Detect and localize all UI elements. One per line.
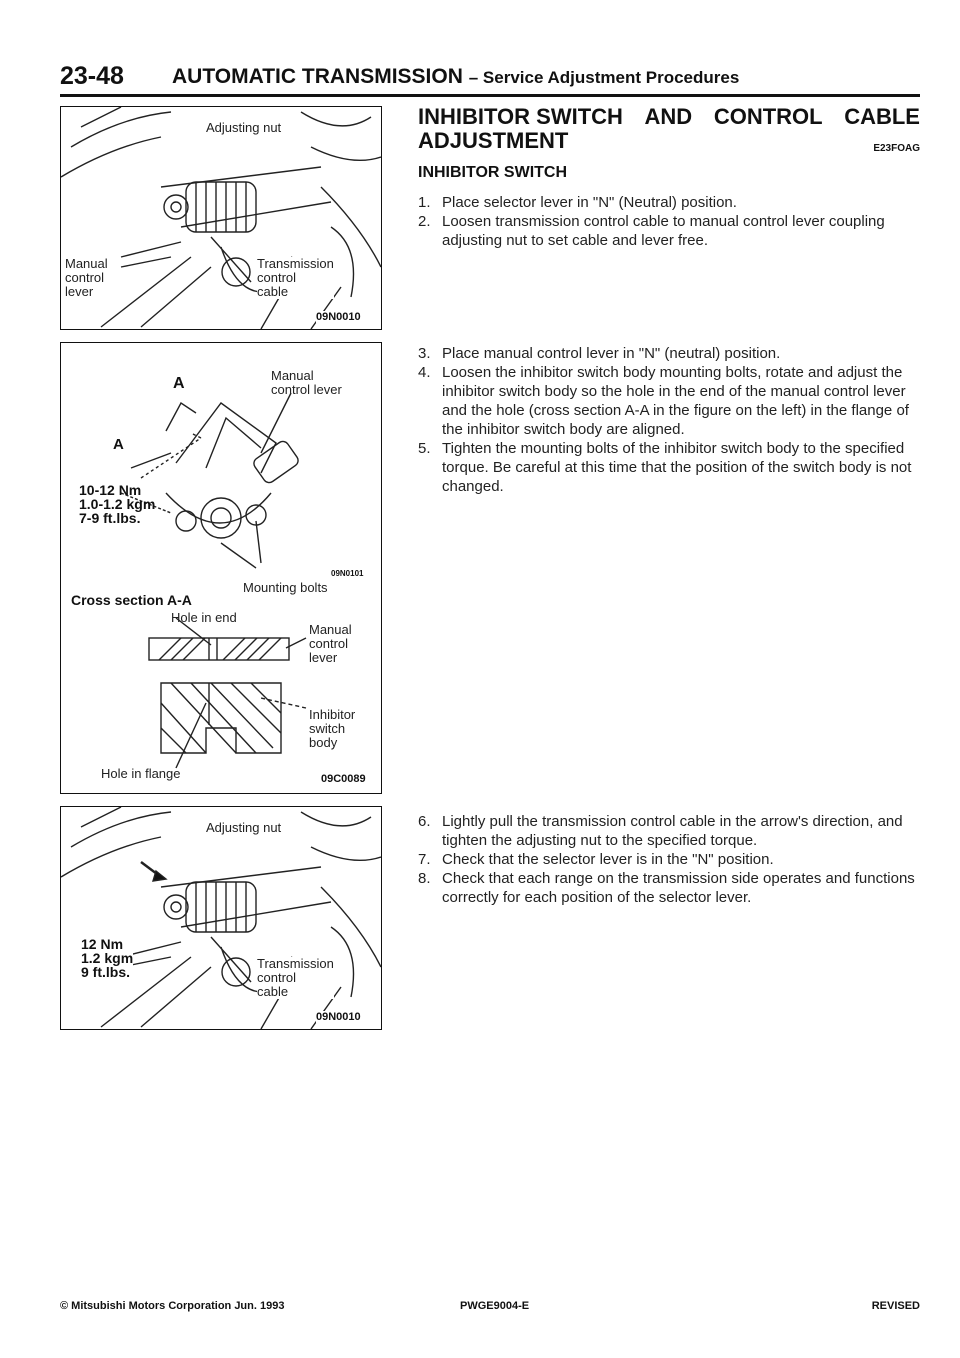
section-title: AUTOMATIC TRANSMISSION – Service Adjustment Procedures	[172, 65, 740, 88]
list-item: 4. Loosen the inhibitor switch body mounting bolts, rotate and adjust the inhibitor switch body so the hole in the end of the manual control lever and the hole (cross section A-A in the figure on the left) in the flange of the inhibitor switch body are aligned.	[418, 364, 909, 438]
figure-code-lower: 09C0089	[321, 773, 366, 785]
label-cross-section: Cross section A-A	[71, 592, 192, 608]
label-adjusting-nut: Adjusting nut	[206, 120, 282, 135]
list-item: 6. Lightly pull the transmission control cable in the arrow's direction, and tighten the adjusting nut to the specified torque.	[418, 813, 903, 849]
steps-group-1	[418, 193, 920, 250]
section-name: AUTOMATIC TRANSMISSION	[172, 65, 463, 88]
label-a-top: A	[173, 375, 185, 392]
heading-part-3: CONTROL	[713, 104, 823, 129]
label-manual-control-lever-section: Manual control lever	[309, 622, 352, 665]
label-transmission-cable: Transmission control cable	[257, 256, 334, 299]
label-hole-in-flange: Hole in flange	[101, 766, 181, 781]
label-adjusting-nut: Adjusting nut	[206, 820, 282, 835]
heading-part-4: CABLE	[844, 104, 920, 129]
footer-copyright: © Mitsubishi Motors Corporation Jun. 1993	[60, 1300, 285, 1312]
figure-code: 09N0010	[316, 311, 361, 323]
footer-doc-code: PWGE9004-E	[460, 1300, 530, 1312]
footer-status: REVISED	[871, 1300, 920, 1312]
torque-spec-nut: 12 Nm 1.2 kgm 9 ft.lbs.	[81, 936, 134, 980]
page-header	[60, 62, 920, 97]
list-item: 3. Place manual control lever in "N" (neutral) position.	[418, 345, 781, 362]
section-heading	[418, 105, 920, 153]
list-item: 1. Place selector lever in "N" (Neutral) position.	[418, 194, 737, 211]
label-manual-control-lever: Manual control lever	[65, 256, 108, 299]
list-item: 8. Check that each range on the transmission side operates and functions correctly for each position of the selector lever.	[418, 870, 915, 906]
torque-spec-bolts: 10-12 Nm 1.0-1.2 kgm 7-9 ft.lbs.	[79, 482, 156, 526]
heading-part-5: ADJUSTMENT	[418, 128, 569, 153]
figure-adjusting-nut	[60, 106, 382, 330]
figure-inhibitor-switch	[60, 342, 382, 794]
steps-group-3	[418, 812, 920, 907]
label-inhibitor-switch-body: Inhibitor switch body	[309, 707, 356, 750]
list-item: 7. Check that the selector lever is in the "N" position.	[418, 851, 774, 868]
label-manual-control-lever-top: Manual control lever	[271, 368, 342, 397]
list-item: 5. Tighten the mounting bolts of the inhibitor switch body to the specified torque. Be careful at this time that the position of the switch body is not changed.	[418, 440, 912, 495]
heading-part-2: AND	[644, 104, 693, 129]
heading-code: E23FOAG	[873, 143, 920, 154]
steps-group-2	[418, 344, 920, 496]
label-transmission-cable: Transmission control cable	[257, 956, 334, 999]
heading-part-1: INHIBITOR SWITCH	[418, 104, 623, 129]
page-number: 23-48	[60, 62, 124, 90]
figure-code-upper: 09N0101	[331, 569, 364, 578]
figure-code: 09N0010	[316, 1011, 361, 1023]
label-mounting-bolts: Mounting bolts	[243, 580, 328, 595]
label-hole-in-end: Hole in end	[171, 610, 237, 625]
figure-adjusting-nut-torque	[60, 806, 382, 1030]
list-item: 2. Loosen transmission control cable to manual control lever coupling adjusting nut to set cable and lever free.	[418, 213, 885, 249]
subsection-name: Service Adjustment Procedures	[482, 68, 740, 87]
subheading: INHIBITOR SWITCH	[418, 164, 568, 181]
label-a-left: A	[113, 436, 124, 453]
